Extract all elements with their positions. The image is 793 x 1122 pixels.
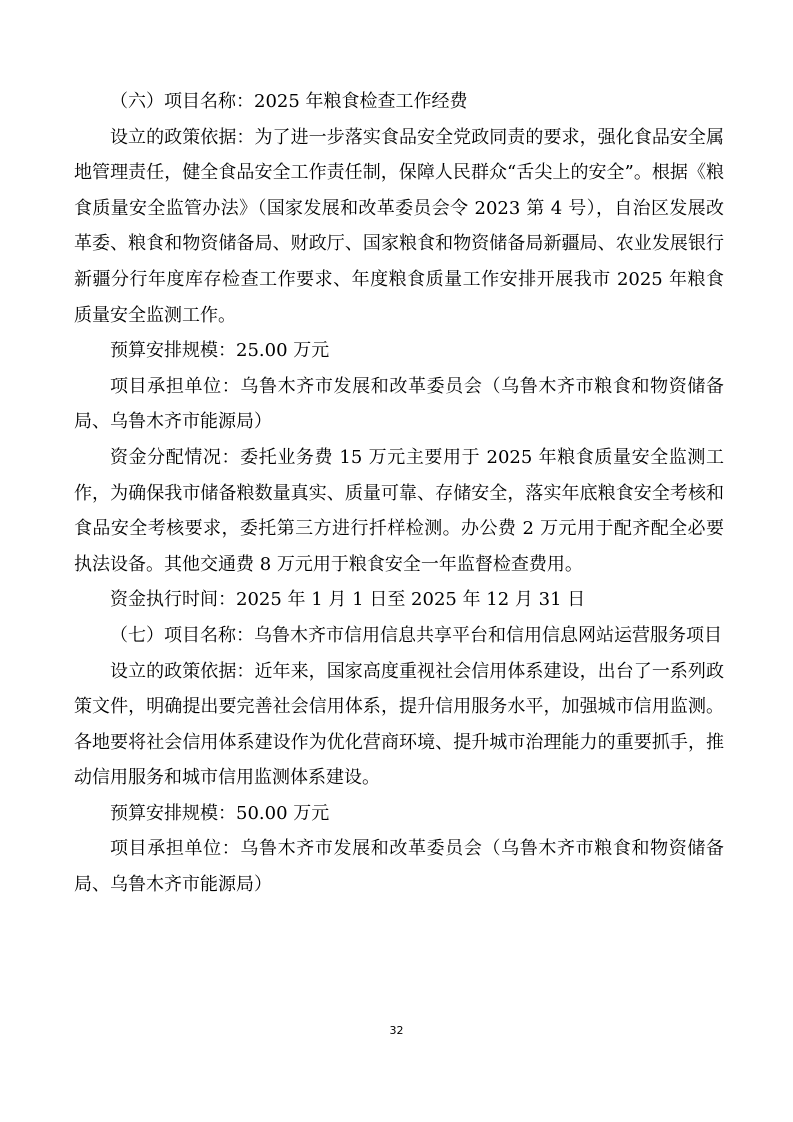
- project-6-undertaking-unit: 项目承担单位：乌鲁木齐市发展和改革委员会（乌鲁木齐市粮食和物资储备局、乌鲁木齐市能源局）: [74, 375, 724, 433]
- project-7-undertaking-unit: 项目承担单位：乌鲁木齐市发展和改革委员会（乌鲁木齐市粮食和物资储备局、乌鲁木齐市能源局）: [74, 838, 724, 896]
- body-text: [74, 84, 724, 903]
- project-6-policy-basis: 设立的政策依据：为了进一步落实食品安全党政同责的要求，强化食品安全属地管理责任，健全食品安全工作责任制，保障人民群众“舌尖上的安全”。根据《粮食质量安全监管办法》（国家发展和改革委员会令 2023 第 4 号），自治区发展改革委、粮食和物资储备局、财政厅、国家粮食和物资储备局新疆局、农业发展银行新疆分行年度库存检查工作要求、年度粮食质量工作安排开展我市 2025 年粮食质量安全监测工作。: [74, 126, 724, 326]
- project-7-policy-basis: 设立的政策依据：近年来，国家高度重视社会信用体系建设，出台了一系列政策文件，明确提出要完善社会信用体系，提升信用服务水平，加强城市信用监测。各地要将社会信用体系建设作为优化营商环境、提升城市治理能力的重要抓手，推动信用服务和城市信用监测体系建设。: [74, 660, 724, 789]
- project-6-budget: 预算安排规模：25.00 万元: [110, 340, 330, 362]
- project-6-execution-time: 资金执行时间：2025 年 1 月 1 日至 2025 年 12 月 31 日: [110, 589, 586, 611]
- page-number: 32: [389, 1024, 404, 1037]
- project-6-title: （六）项目名称：2025 年粮食检查工作经费: [110, 91, 468, 112]
- project-7-title: （七）项目名称：乌鲁木齐市信用信息共享平台和信用信息网站运营服务项目: [110, 624, 722, 646]
- project-7-budget: 预算安排规模：50.00 万元: [110, 802, 330, 824]
- project-6-fund-allocation: 资金分配情况：委托业务费 15 万元主要用于 2025 年粮食质量安全监测工作，为确保我市储备粮数量真实、质量可靠、存储安全，落实年底粮食安全考核和食品安全考核要求，委托第三方进行扦样检测。办公费 2 万元用于配齐配全必要执法设备。其他交通费 8 万元用于粮食安全一年监督检查费用。: [74, 446, 724, 575]
